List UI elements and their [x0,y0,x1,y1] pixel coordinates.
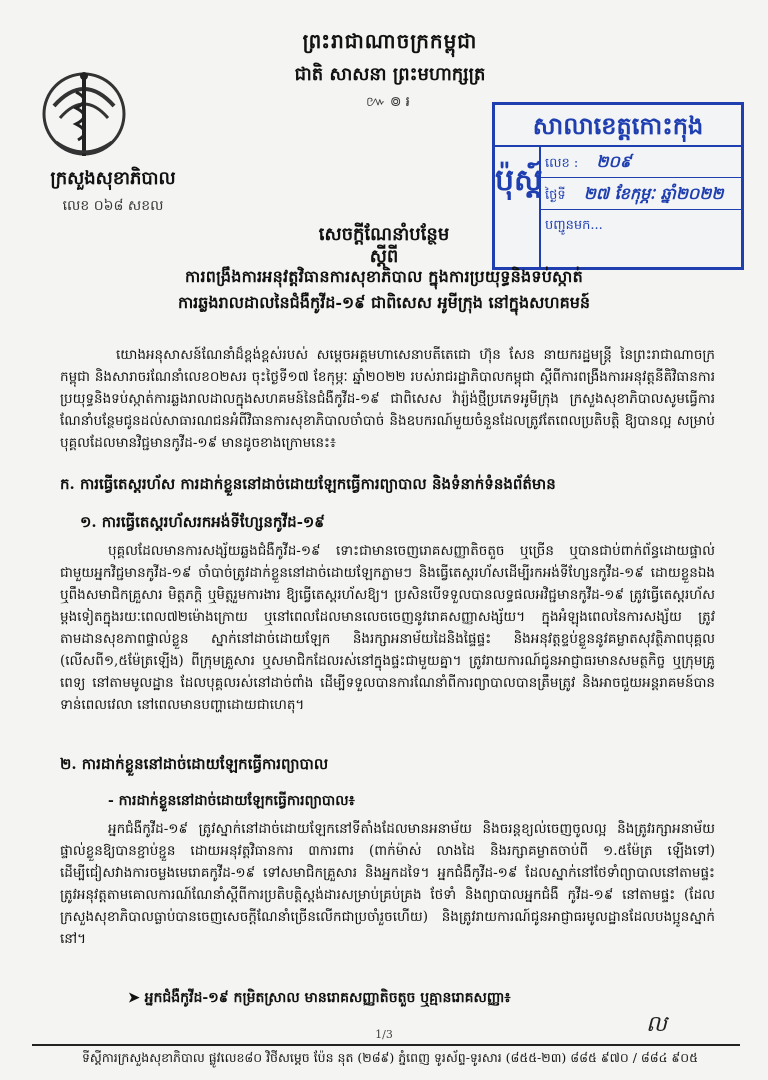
footer-address: ទីស្តីការក្រសួងសុខាភិបាល ផ្លូវលេខ៨០ វិថីសម្តេច ប៉ែន នុត (២៨៩) ភ្នំពេញ ទូរស័ព្ទ-ទូរសារ (៨៥៥-២៣) ៨៨៥ ៩៧០ / ៨៨៤ ៩០៥ [82,1050,698,1065]
initials-signature: ល [646,1012,667,1037]
doc-title: សេចក្តីណែនាំបន្ថែម [318,224,450,245]
stamp-date-label: ថ្ងៃទី [545,188,566,203]
stamp-number-label: លេខ : [545,156,579,171]
page-number: 1/3 [375,1028,393,1041]
doc-subject-line-2: ការឆ្លងរាលដាលនៃជំងឺកូវីដ-១៩ ជាពិសេស អូមីក្រុង នៅក្នុងសហគមន៍ [177,293,591,312]
intro-text: យោងអនុសាសន៍ណែនាំដ៏ខ្ពង់ខ្ពស់របស់ សម្តេចអគ្គមហាសេនាបតីតេជោ ហ៊ុន សែន នាយករដ្ឋមន្ត្រី នៃព្រះរាជាណាចក្រកម្ពុជា និងសារាចរណែនាំលេខ០២សរ ចុះថ្ងៃទី១៧ ខែកុម្ភៈ ឆ្នាំ២០២២ របស់រាជរដ្ឋាភិបាលកម្ពុជា ស្តីពីការពង្រឹងការអនុវត្តនីតិវិធានការប្រយុទ្ធនិងទប់ស្កាត់ការឆ្លងរាលដាលក្នុងសហគមន៍នៃជំងឺកូវីដ-១៩ ជាពិសេស វ៉ារ្យ៉ង់ថ្មីប្រភេទអូមីក្រុង ក្រសួងសុខាភិបាលសូមធ្វើការណែនាំបន្ថែមជូនដល់សាធារណជនអំពីវិធានការសុខាភិបាលចាំបាច់ និងឧបករណ៍មួយចំនួនដែលត្រូវតែពេលប្រតិបត្តិ ឱ្យបានល្អ សម្រាប់បុគ្គលដែលមានវិជ្ជមានកូវីដ-១៩ មានដូចខាងក្រោមនេះ៖ [60,347,715,451]
received-stamp [492,102,744,270]
stamp-entry-row [545,215,735,237]
stamp-side-label: ប៉ុស្ត៍ [495,163,543,198]
doc-subject-line-1: ការពង្រឹងការអនុវត្តវិធានការសុខាភិបាល ក្នុងការប្រយុទ្ធនិងទប់ស្កាត់ [185,267,583,286]
stamp-date-value: ២៧ ខែកុម្ភៈ ឆ្នាំ២០២២ [583,184,724,203]
section-1-heading: ១. ការធ្វើតេស្តរហ័សរកអង់ទីហ្សែនកូវីដ-១៩ [80,513,325,531]
section-2-text: អ្នកជំងឺកូវីដ-១៩ ត្រូវស្នាក់នៅដាច់ដោយឡែកនៅទីតាំងដែលមានអនាម័យ និងចរន្តខ្យល់ចេញចូលល្អ និងត្រូវរក្សាអនាម័យផ្ទាល់ខ្លួនឱ្យបានខ្ជាប់ខ្ជួន ដោយអនុវត្តវិធានការ ៣ការពារ (ពាក់ម៉ាស់ លាងដៃ និងរក្សាគម្លាតចាប់ពី ១.៥ម៉ែត្រ ឡើងទៅ) ដើម្បីជៀសវាងការចម្លងមេរោគកូវីដ-១៩ ទៅសមាជិកគ្រួសារ និងអ្នកដទៃ។ អ្នកជំងឺកូវីដ-១៩ ដែលស្នាក់នៅថែទាំព្យាបាលនៅតាមផ្ទះ ត្រូវអនុវត្តតាមគោលការណ៍ណែនាំស្តីពីការប្រតិបត្តិស្តង់ដារសម្រាប់គ្រប់គ្រង ថែទាំ និងព្យាបាលអ្នកជំងឺ កូវីដ-១៩ នៅតាមផ្ទះ (ដែលក្រសួងសុខាភិបាលធ្លាប់បានចេញសេចក្តីណែនាំច្រើនលើកជាប្រចាំរួចហើយ) និងត្រូវរាយការណ៍ជូនអាជ្ញាធរមូលដ្ឋានដែលបងប្អូនស្នាក់នៅ។ [60,821,715,947]
reference-number: លេខ ០៦៨ សខល [62,198,164,214]
national-motto: ជាតិ សាសនា ព្រះមហាក្សត្រ [294,64,486,85]
ornament: ៚៙៛ [366,94,414,110]
stamp-date-row [545,183,735,205]
section-1-text: បុគ្គលដែលមានការសង្ស័យឆ្លងជំងឺកូវីដ-១៩ ទោះជាមានចេញរោគសញ្ញាតិចតួច ឬច្រើន ឬបានជាប់ពាក់ព័ន្ធដោយផ្ទាល់ជាមួយអ្នកវិជ្ជមានកូវីដ-១៩ ចាំបាច់ត្រូវដាក់ខ្លួននៅដាច់ដោយឡែកភ្លាមៗ និងធ្វើតេស្តរហ័សដើម្បីរកអង់ទីហ្សែនកូវីដ-១៩ ដោយខ្លួនឯង ឬពឹងសមាជិកគ្រួសារ មិត្តភក្តិ ឬមិត្តរួមការងារ ឱ្យធ្វើតេស្តរហ័សឱ្យ។ ប្រសិនបើទទួលបានលទ្ធផលអវិជ្ជមានកូវីដ-១៩ ត្រូវធ្វើតេស្តរហ័សម្តងទៀតក្នុងរយៈពេល៧២ម៉ោងក្រោយ ឬនៅពេលដែលមានលេចចេញនូវរោគសញ្ញាសង្ស័យ។ ក្នុងអំឡុងពេលនៃការសង្ស័យ ត្រូវតាមដានសុខភាពផ្ទាល់ខ្លួន ស្នាក់នៅដាច់ដោយឡែក និងរក្សាអនាម័យដៃនិងផ្ទៃផ្ទះ និងអនុវត្តខ្ទប់ខ្លួននូវគម្លាតសុវត្ថិភាពបុគ្គល (លើសពី១,៥ម៉ែត្រឡើង) ពីក្រុមគ្រួសារ ឬសមាជិកដែលរស់នៅក្នុងផ្ទះជាមួយគ្នា។ ត្រូវរាយការណ៍ជូនអាជ្ញាធរមានសមត្ថកិច្ច ឬក្រុមគ្រូពេទ្យ នៅតាមមូលដ្ឋាន ដែលបុគ្គលរស់នៅដាច់ពាំង ដើម្បីទទួលបានការណែនាំពីការព្យាបាលបានត្រឹមត្រូវ និងអាចជួយអន្តរាគមន៍បានទាន់ពេលវេលា នៅពេលមានបញ្ហាដោយជាហេតុ។ [60,543,715,713]
section-2-subheading: - ការដាក់ខ្លួននៅដាច់ដោយឡែកធ្វើការព្យាបាល៖ [108,793,355,809]
bullet-mild-cases: ➤ អ្នកជំងឺកូវីដ-១៩ កម្រិតស្រាល មានរោគសញ្ញាតិចតួច ឬគ្មានរោគសញ្ញា៖ [128,990,511,1006]
section-2-heading: ២. ការដាក់ខ្លួននៅដាច់ដោយឡែកធ្វើការព្យាបាល [60,755,329,773]
ministry-name: ក្រសួងសុខាភិបាល [50,168,176,189]
kingdom-heading: ព្រះរាជាណាចក្រកម្ពុជា [302,29,478,53]
stamp-title: សាលាខេត្តកោះកុង [495,107,741,147]
stamp-number-row [545,151,735,173]
intro-paragraph [60,344,715,454]
stamp-divider [539,209,741,210]
ministry-logo-icon [36,62,132,172]
doc-title-about: ស្តីពី [369,246,399,267]
footer-divider [32,1044,740,1046]
stamp-divider [539,177,741,178]
stamp-entry-label: បញ្ជូនមក... [545,218,603,233]
section-a-heading: ក. ការធ្វើតេស្តរហ័ស ការដាក់ខ្លួននៅដាច់ដោយឡែកធ្វើការព្យាបាល និងទំនាក់ទំនងព័ត៌មាន [60,475,556,493]
stamp-number-value: ២០៩ [596,152,632,171]
section-2-paragraph [60,818,715,950]
section-1-paragraph [60,540,715,716]
